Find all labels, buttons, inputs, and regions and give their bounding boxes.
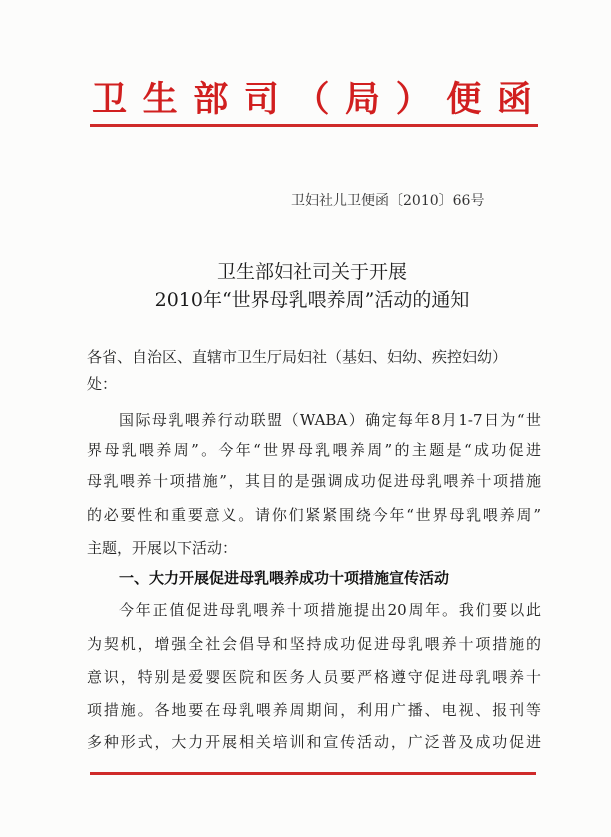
- letterhead-char: 司: [243, 79, 279, 120]
- body-line: 今年正值促进母乳喂养十项措施提出20周年。我们要以此: [119, 601, 541, 619]
- section-heading: 一、大力开展促进母乳喂养成功十项措施宣传活动: [119, 569, 450, 587]
- letterhead-char: 生: [142, 79, 178, 120]
- body-line: 母乳喂养十项措施”，其目的是强调成功促进母乳喂养十项措施: [87, 472, 541, 490]
- letterhead-rule: [90, 124, 538, 127]
- body-line: 主题，开展以下活动：: [87, 539, 238, 557]
- body-line: 界母乳喂养周”。今年“世界母乳喂养周”的主题是“成功促进: [87, 441, 541, 459]
- letterhead-char: 部: [193, 79, 229, 120]
- body-line: 项措施。各地要在母乳喂养周期间，利用广播、电视、报刊等: [87, 701, 541, 719]
- body-line: 多种形式，大力开展相关培训和宣传活动，广泛普及成功促进: [87, 733, 541, 751]
- footer-rule: [90, 772, 536, 775]
- letterhead-char: 卫: [92, 79, 128, 120]
- letterhead-char: 局: [345, 79, 381, 120]
- letterhead: [92, 78, 532, 122]
- letterhead-char: 便: [446, 79, 482, 120]
- body-line: 的必要性和重要意义。请你们紧紧围绕今年“世界母乳喂养周”: [87, 506, 541, 524]
- document-title-line-2: 2010年“世界母乳喂养周”活动的通知: [154, 289, 470, 311]
- letterhead-char: （: [294, 79, 330, 120]
- letterhead-char: ）: [395, 79, 431, 120]
- body-line: 各省、自治区、直辖市卫生厅局妇社（基妇、妇幼、疾控妇幼）: [87, 348, 508, 366]
- document-number: 卫妇社儿卫便函〔2010〕66号: [291, 193, 485, 209]
- document-title-line-1: 卫生部妇社司关于开展: [216, 261, 407, 283]
- body-line: 意识，特别是爱婴医院和医务人员要严格遵守促进母乳喂养十: [87, 668, 541, 686]
- body-line: 为契机，增强全社会倡导和坚持成功促进母乳喂养十项措施的: [87, 635, 541, 653]
- body-line: 国际母乳喂养行动联盟（WABA）确定每年8月1-7日为“世: [119, 411, 541, 429]
- body-line: 处：: [87, 375, 118, 393]
- letterhead-char: 函: [496, 79, 532, 120]
